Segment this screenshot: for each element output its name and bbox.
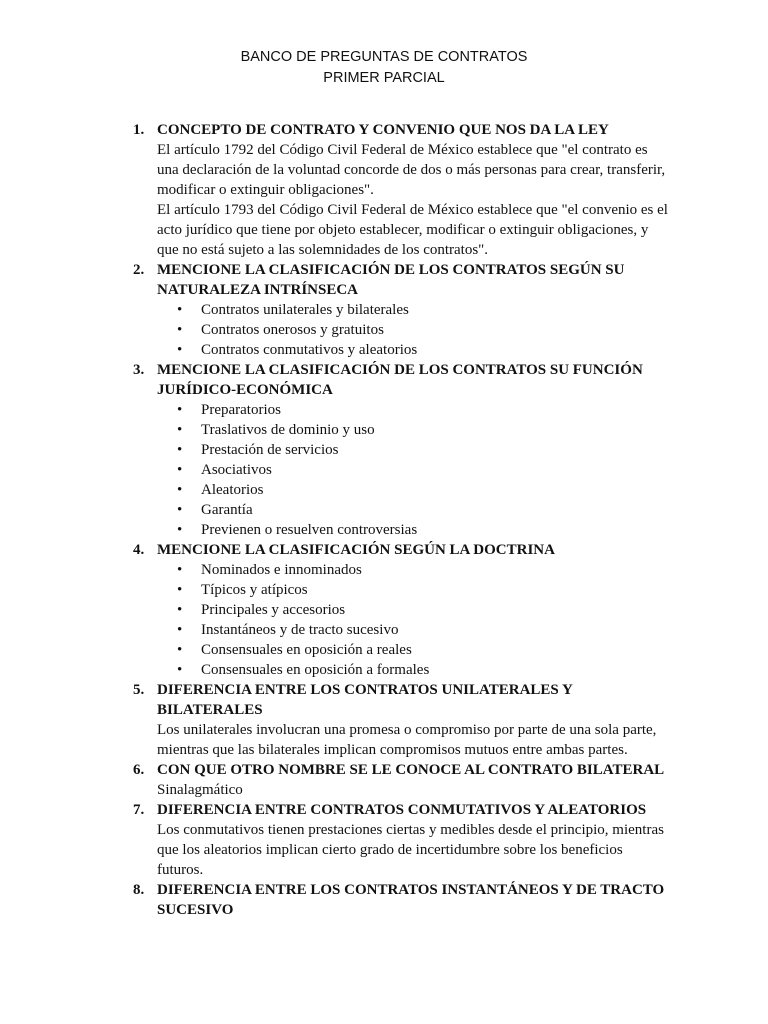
question-number: 3. [133,362,145,378]
question-number: 1. [133,122,145,138]
bullet-icon: • [177,662,183,678]
bullet-icon: • [177,562,183,578]
bullet-text: Aleatorios [201,482,264,498]
bullet-text: Consensuales en oposición a formales [201,662,430,678]
bullet-text: Instantáneos y de tracto sucesivo [201,622,399,638]
bullet-icon: • [177,482,183,498]
bullet-text: Traslativos de dominio y uso [201,422,375,438]
bullet-text: Preparatorios [201,402,281,418]
question-number: 2. [133,262,145,278]
question-title: MENCIONE LA CLASIFICACIÓN DE LOS CONTRATOS SU FUNCIÓN JURÍDICO-ECONÓMICA [157,362,643,398]
bullet-text: Previenen o resuelven controversias [201,522,418,538]
question-item [0,540,768,680]
bullet-list [157,400,668,540]
bullet-item [157,420,668,440]
question-title: DIFERENCIA ENTRE LOS CONTRATOS UNILATERALES Y BILATERALES [157,682,573,718]
bullet-text: Nominados e innominados [201,562,362,578]
bullet-icon: • [177,442,183,458]
bullet-icon: • [177,302,183,318]
document-title: BANCO DE PREGUNTAS DE CONTRATOS [240,49,528,65]
bullet-item [157,340,668,360]
question-title: DIFERENCIA ENTRE CONTRATOS CONMUTATIVOS Y ALEATORIOS [157,802,647,818]
answer-paragraph: El artículo 1793 del Código Civil Federal de México establece que "el convenio es el acto jurídico que tiene por objeto establecer, modificar o extinguir obligaciones, y que no está sujeto a las solemnidades de los contratos". [157,202,668,258]
question-number: 6. [133,762,145,778]
bullet-text: Consensuales en oposición a reales [201,642,412,658]
bullet-list [157,560,668,680]
bullet-item [157,300,668,320]
question-item [0,880,768,920]
question-title: CONCEPTO DE CONTRATO Y CONVENIO QUE NOS DA LA LEY [157,122,609,138]
question-number: 5. [133,682,145,698]
bullet-item [157,560,668,580]
question-number: 4. [133,542,145,558]
question-title: MENCIONE LA CLASIFICACIÓN DE LOS CONTRATOS SEGÚN SU NATURALEZA INTRÍNSECA [157,262,625,298]
bullet-item [157,520,668,540]
question-number: 7. [133,802,145,818]
bullet-list [157,300,668,360]
bullet-icon: • [177,502,183,518]
question-item [0,360,768,540]
question-item [0,120,768,260]
bullet-item [157,620,668,640]
document-subtitle: PRIMER PARCIAL [323,70,445,86]
bullet-item [157,500,668,520]
bullet-item [157,480,668,500]
bullet-icon: • [177,342,183,358]
bullet-icon: • [177,642,183,658]
bullet-item [157,320,668,340]
answer-paragraph: Sinalagmático [157,782,243,798]
bullet-item [157,460,668,480]
bullet-item [157,640,668,660]
bullet-item [157,400,668,420]
question-item [0,260,768,360]
bullet-text: Asociativos [201,462,272,478]
bullet-icon: • [177,462,183,478]
question-title: CON QUE OTRO NOMBRE SE LE CONOCE AL CONTRATO BILATERAL [157,762,665,778]
bullet-text: Contratos onerosos y gratuitos [201,322,384,338]
question-list [0,120,768,920]
bullet-text: Garantía [201,502,253,518]
answer-paragraph: Los unilaterales involucran una promesa o compromiso por parte de una sola parte, mientras que las bilaterales implican compromisos mutuos entre ambas partes. [157,722,657,758]
bullet-item [157,440,668,460]
bullet-item [157,600,668,620]
bullet-item [157,660,668,680]
bullet-icon: • [177,422,183,438]
question-number: 8. [133,882,145,898]
document-header [0,47,768,89]
bullet-icon: • [177,602,183,618]
answer-paragraph: Los conmutativos tienen prestaciones ciertas y medibles desde el principio, mientras que los aleatorios implican cierto grado de incertidumbre sobre los beneficios futuros. [157,822,664,878]
bullet-text: Principales y accesorios [201,602,346,618]
bullet-icon: • [177,622,183,638]
question-title: MENCIONE LA CLASIFICACIÓN SEGÚN LA DOCTRINA [157,542,555,558]
question-item [0,680,768,760]
bullet-text: Típicos y atípicos [201,582,308,598]
bullet-text: Prestación de servicios [201,442,339,458]
bullet-icon: • [177,582,183,598]
bullet-icon: • [177,402,183,418]
question-title: DIFERENCIA ENTRE LOS CONTRATOS INSTANTÁNEOS Y DE TRACTO SUCESIVO [157,882,665,918]
bullet-icon: • [177,322,183,338]
bullet-icon: • [177,522,183,538]
bullet-text: Contratos conmutativos y aleatorios [201,342,418,358]
answer-paragraph: El artículo 1792 del Código Civil Federal de México establece que "el contrato es una declaración de la voluntad concorde de dos o más personas para crear, transferir, modificar o extinguir obligaciones". [157,142,666,198]
question-item [0,760,768,800]
bullet-item [157,580,668,600]
question-item [0,800,768,880]
bullet-text: Contratos unilaterales y bilaterales [201,302,409,318]
